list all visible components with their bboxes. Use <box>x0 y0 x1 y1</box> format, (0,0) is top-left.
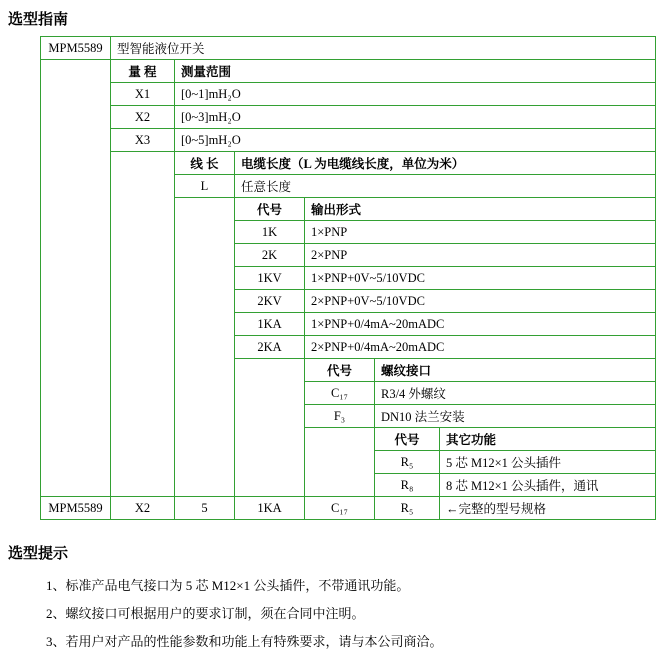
table-cell <box>305 428 375 497</box>
table-cell: [0~5]mH₂O <box>175 129 656 152</box>
table-cell: 任意长度 <box>235 175 656 198</box>
table-cell: 2×PNP+0V~5/10VDC <box>305 290 656 313</box>
table-cell: ←完整的型号规格 <box>440 497 656 520</box>
table-cell: 型智能液位开关 <box>111 37 656 60</box>
table-cell <box>111 152 175 497</box>
table-cell: 其它功能 <box>440 428 656 451</box>
table-cell: 电缆长度（L 为电缆线长度，单位为米） <box>235 152 656 175</box>
table-cell: 线 长 <box>175 152 235 175</box>
table-cell: C₁₇ <box>305 497 375 520</box>
table-cell: 2KV <box>235 290 305 313</box>
table-cell: 代号 <box>375 428 440 451</box>
table-cell: 1K <box>235 221 305 244</box>
table-cell: 测量范围 <box>175 60 656 83</box>
table-row <box>41 152 656 175</box>
table-cell: 5 芯 M12×1 公头插件 <box>440 451 656 474</box>
table-cell <box>235 359 305 497</box>
table-cell: 1×PNP+0V~5/10VDC <box>305 267 656 290</box>
table-row <box>41 129 656 152</box>
table-cell: R3/4 外螺纹 <box>375 382 656 405</box>
tips-title: 选型提示 <box>8 545 69 562</box>
table-cell: 2KA <box>235 336 305 359</box>
table-cell: R₅ <box>375 451 440 474</box>
table-cell: 代号 <box>235 198 305 221</box>
table-cell: X2 <box>111 106 175 129</box>
page-title: 选型指南 <box>8 11 69 28</box>
table-cell: X1 <box>111 83 175 106</box>
table-cell: 1×PNP+0/4mA~20mADC <box>305 313 656 336</box>
table-row <box>41 37 656 60</box>
table-cell: DN10 法兰安装 <box>375 405 656 428</box>
table-row <box>41 497 656 520</box>
table-cell: 1KV <box>235 267 305 290</box>
table-cell: 输出形式 <box>305 198 656 221</box>
table-cell: [0~3]mH₂O <box>175 106 656 129</box>
selection-table <box>40 36 656 520</box>
table-cell: 量 程 <box>111 60 175 83</box>
selection-table-body <box>41 37 656 520</box>
table-row <box>41 83 656 106</box>
table-cell: 5 <box>175 497 235 520</box>
table-cell: 1KA <box>235 313 305 336</box>
table-cell: 螺纹接口 <box>375 359 656 382</box>
table-cell: R₈ <box>375 474 440 497</box>
table-cell: L <box>175 175 235 198</box>
table-cell: R₅ <box>375 497 440 520</box>
table-cell: 1KA <box>235 497 305 520</box>
table-cell: 2×PNP+0/4mA~20mADC <box>305 336 656 359</box>
table-cell: MPM5589 <box>41 497 111 520</box>
table-cell: 2×PNP <box>305 244 656 267</box>
table-cell <box>175 198 235 497</box>
table-row <box>41 106 656 129</box>
table-cell: F₃ <box>305 405 375 428</box>
tip-line: 1、标准产品电气接口为 5 芯 M12×1 公头插件，不带通讯功能。 <box>46 578 410 593</box>
table-cell: C₁₇ <box>305 382 375 405</box>
table-cell: 1×PNP <box>305 221 656 244</box>
table-cell: [0~1]mH₂O <box>175 83 656 106</box>
table-cell <box>41 60 111 497</box>
table-cell: 2K <box>235 244 305 267</box>
table-cell: X3 <box>111 129 175 152</box>
table-cell: 8 芯 M12×1 公头插件，通讯 <box>440 474 656 497</box>
table-row <box>41 60 656 83</box>
table-cell: MPM5589 <box>41 37 111 60</box>
table-cell: 代号 <box>305 359 375 382</box>
tips-list <box>8 575 655 650</box>
tip-line: 3、若用户对产品的性能参数和功能上有特殊要求，请与本公司商洽。 <box>46 634 443 649</box>
table-cell: X2 <box>111 497 175 520</box>
tip-line: 2、螺纹接口可根据用户的要求订制，须在合同中注明。 <box>46 606 365 621</box>
